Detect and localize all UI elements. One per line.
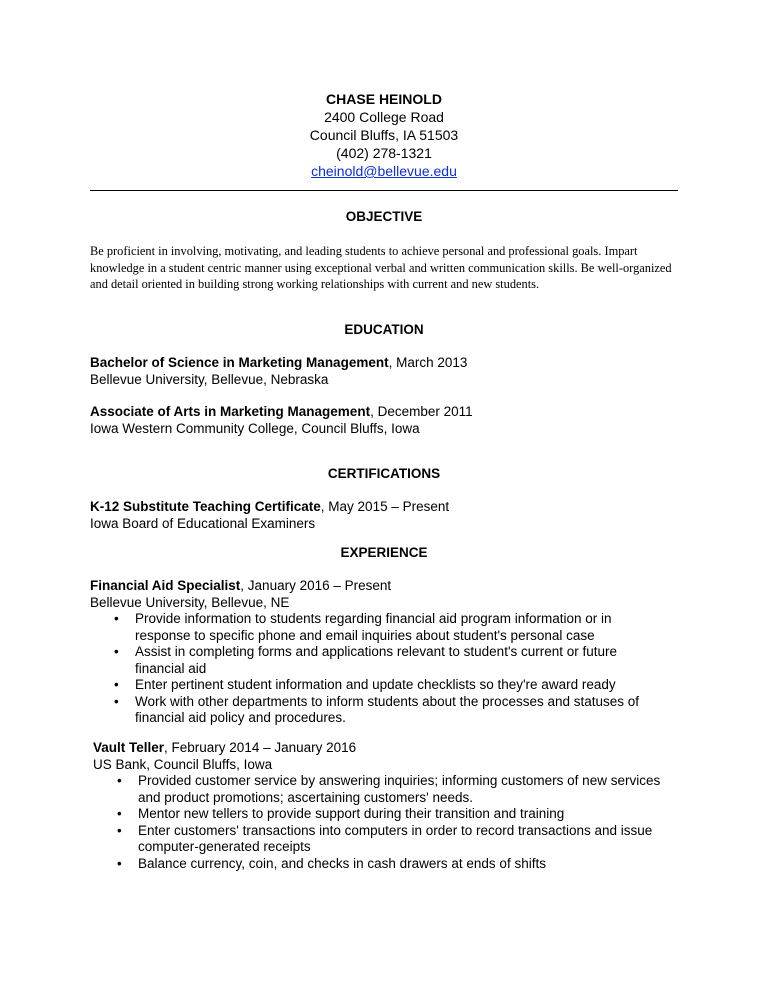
job-role: Financial Aid Specialist	[90, 578, 241, 593]
header-divider	[90, 190, 678, 191]
certification-name: K-12 Substitute Teaching Certificate	[90, 499, 321, 514]
school-name: Iowa Western Community College, Council Bluffs, Iowa	[90, 421, 420, 436]
email-link[interactable]: cheinold@bellevue.edu	[311, 163, 457, 179]
job-employer: US Bank, Council Bluffs, Iowa	[93, 757, 273, 772]
degree-date: , March 2013	[388, 355, 468, 370]
list-item: • Assist in completing forms and applications relevant to student's current or future financial aid	[114, 644, 618, 676]
list-item: • Mentor new tellers to provide support during their transition and training	[117, 806, 565, 821]
bullet-icon: •	[117, 806, 122, 821]
job-entry	[90, 577, 690, 727]
bullet-icon: •	[117, 773, 122, 788]
certifications-heading: CERTIFICATIONS	[327, 466, 441, 481]
phone-number: (402) 278-1321	[336, 145, 432, 161]
contact-header	[230, 90, 538, 180]
objective-text: Be proficient in involving, motivating, and leading students to achieve personal and professional goals. Impart knowledge in a student centric manner using exceptional verbal and written communication skills. Be well-organized and detail oriented in building strong working relationships with current and new students.	[90, 244, 672, 291]
degree-date: , December 2011	[370, 404, 473, 419]
bullet-icon: •	[114, 693, 119, 709]
bullet-icon: •	[114, 611, 119, 626]
bullet-icon: •	[114, 677, 119, 692]
job-duties-list	[93, 773, 683, 872]
list-item: • Work with other departments to inform students about the processes and statuses of financial aid policy and procedures.	[114, 693, 640, 725]
job-employer: Bellevue University, Bellevue, NE	[90, 595, 290, 610]
objective-heading: OBJECTIVE	[345, 209, 423, 224]
education-item	[90, 354, 690, 388]
address-line-2: Council Bluffs, IA 51503	[309, 127, 459, 143]
degree-title: Associate of Arts in Marketing Management	[90, 404, 371, 419]
job-role: Vault Teller	[93, 740, 165, 755]
education-item	[90, 403, 690, 437]
bullet-icon: •	[114, 644, 119, 659]
school-name: Bellevue University, Bellevue, Nebraska	[90, 372, 329, 387]
certification-issuer: Iowa Board of Educational Examiners	[90, 516, 316, 531]
list-item: • Enter pertinent student information and update checklists so they're award ready	[114, 677, 616, 692]
job-date: , January 2016 – Present	[240, 578, 392, 593]
address-line-1: 2400 College Road	[324, 109, 444, 125]
education-heading: EDUCATION	[344, 322, 424, 337]
candidate-name: CHASE HEINOLD	[326, 91, 442, 107]
list-item: • Provided customer service by answering inquiries; informing customers of new services and product promotions; ascertaining customers' needs.	[117, 773, 661, 805]
bullet-icon: •	[117, 855, 122, 871]
bullet-icon: •	[117, 822, 122, 838]
certification-item	[90, 498, 690, 532]
list-item: • Provide information to students regarding financial aid program information or in response to specific phone and email inquiries about student's personal case	[114, 611, 612, 643]
job-date: , February 2014 – January 2016	[164, 740, 357, 755]
experience-heading: EXPERIENCE	[340, 545, 428, 560]
list-item: • Enter customers' transactions into computers in order to record transactions and issue computer-generated receipts	[117, 822, 653, 854]
degree-title: Bachelor of Science in Marketing Management	[90, 355, 389, 370]
job-entry	[93, 739, 693, 872]
job-duties-list	[90, 611, 660, 727]
list-item: • Balance currency, coin, and checks in cash drawers at ends of shifts	[117, 855, 546, 871]
certification-date: , May 2015 – Present	[320, 499, 450, 514]
